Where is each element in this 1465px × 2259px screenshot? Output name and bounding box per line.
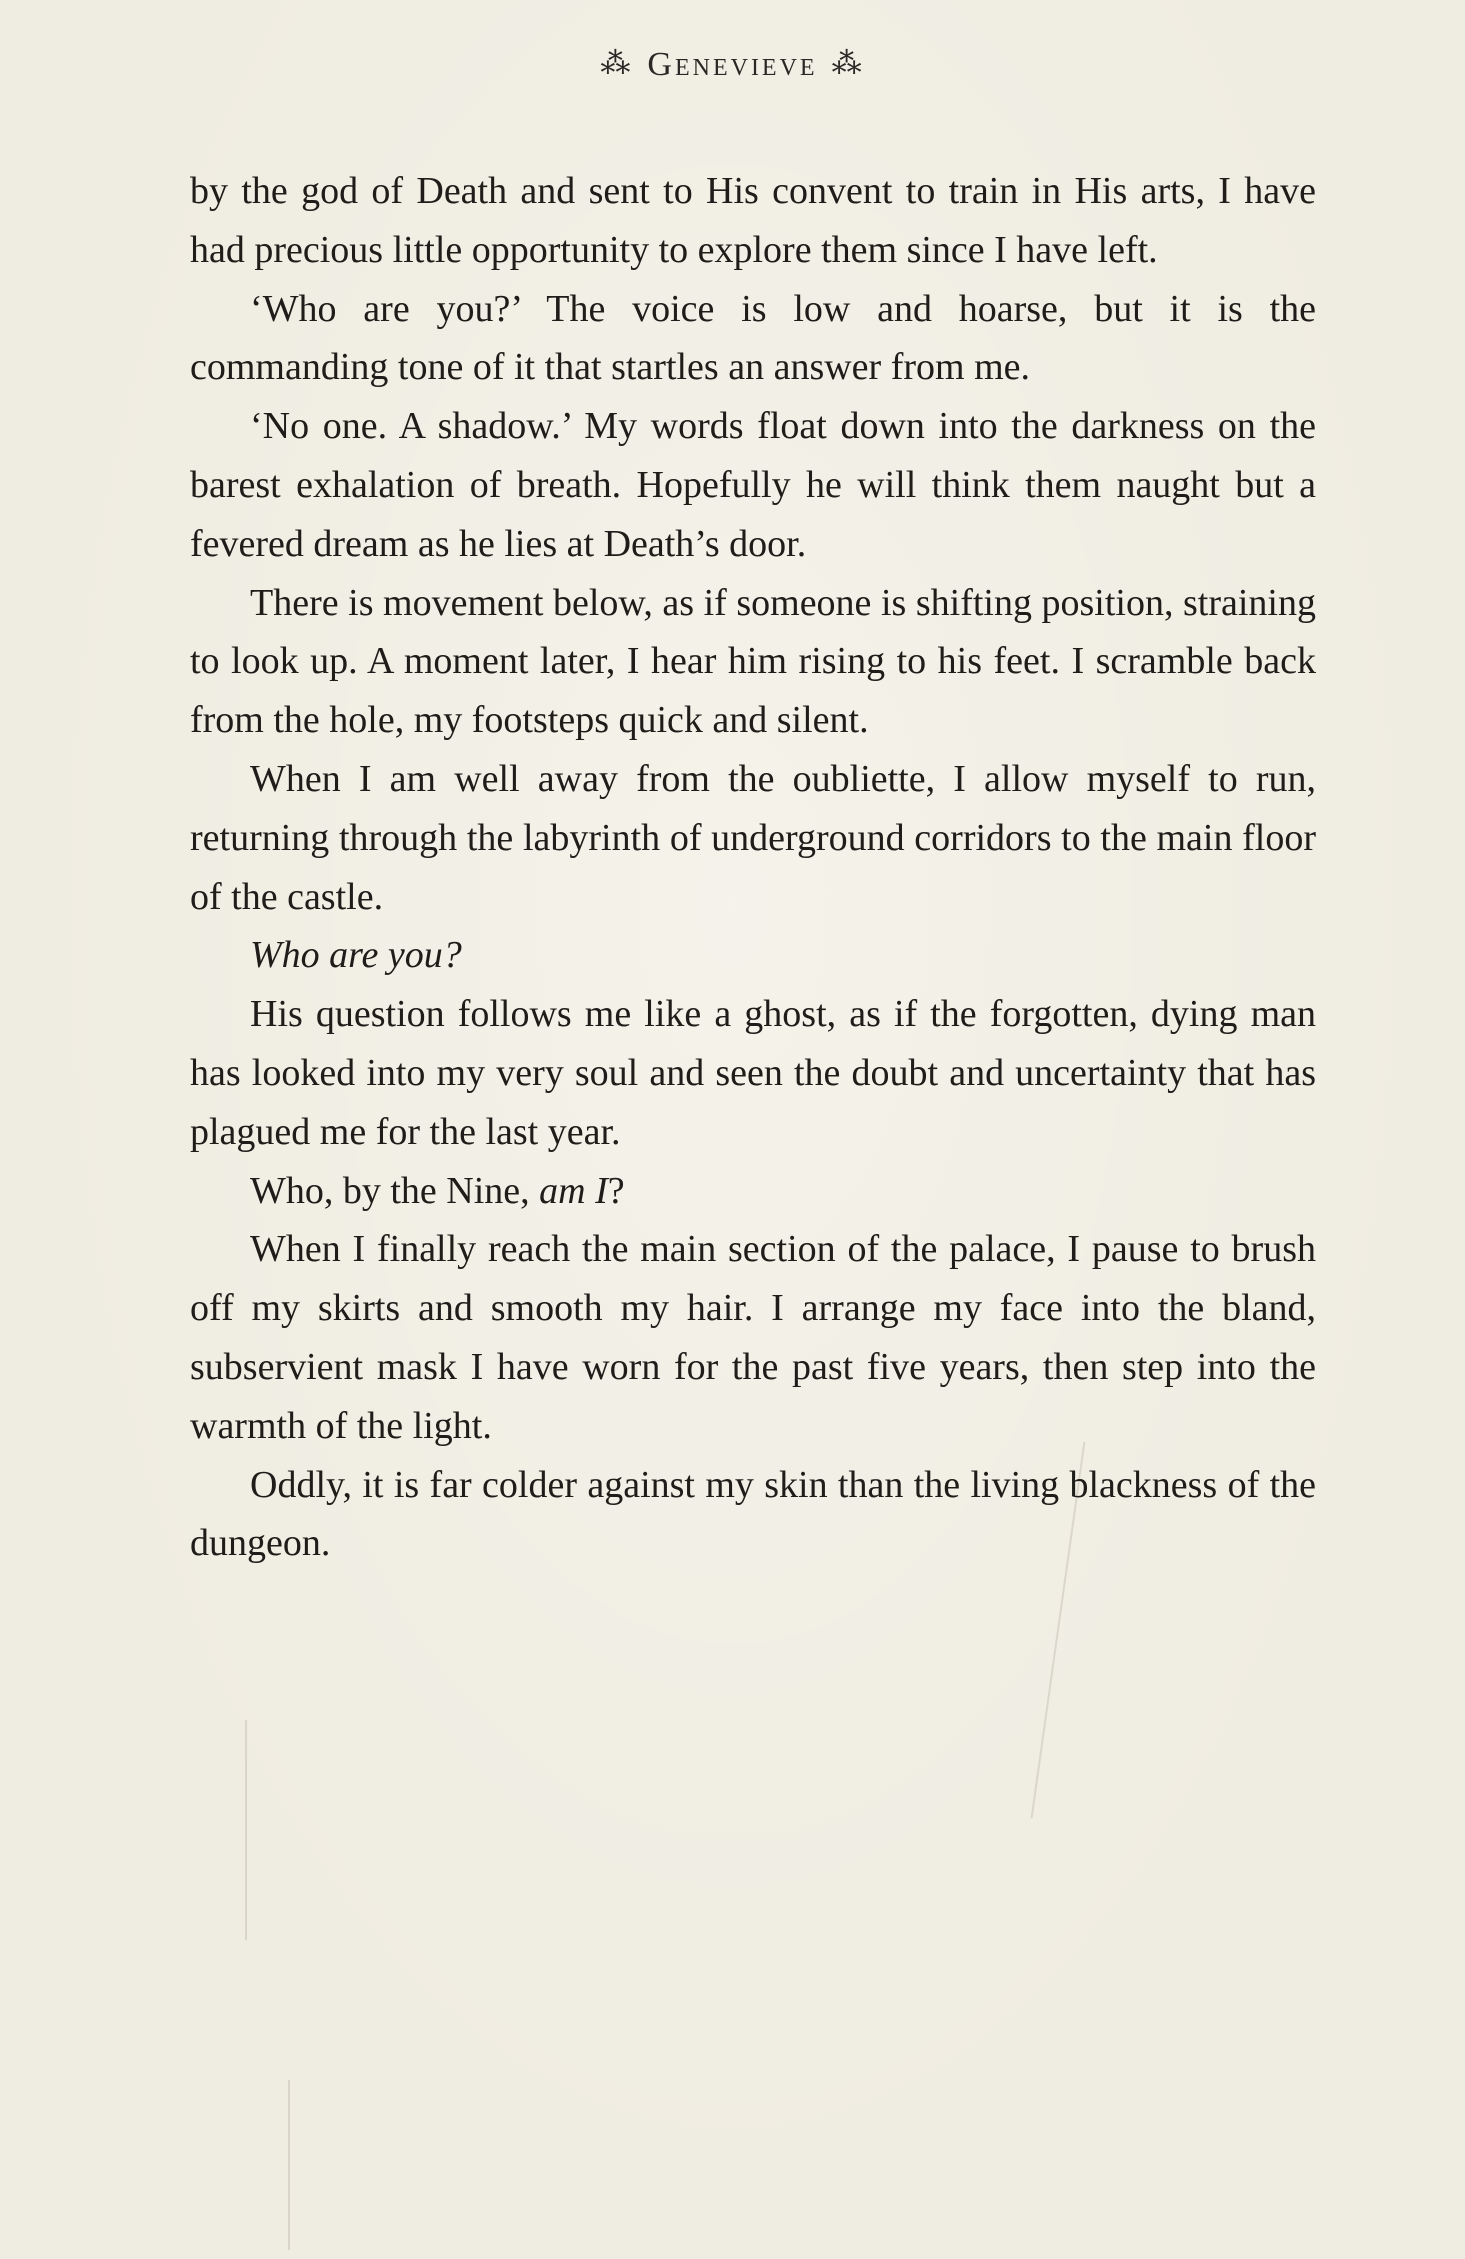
text-run: Who, by the Nine, bbox=[250, 1169, 540, 1212]
paragraph: When I am well away from the oubliette, I allow myself to run, returning through the labyrinth of underground corridors to the main floor of the castle. bbox=[190, 757, 1316, 918]
paragraph: When I finally reach the main section of the palace, I pause to brush off my skirts and smooth my hair. I arrange my face into the bland, subservient mask I have worn for the past five years, then step into the warmth of the light. bbox=[190, 1228, 1316, 1447]
ornament-icon: ⁂ bbox=[600, 47, 634, 80]
text-emphasis: am I bbox=[539, 1169, 608, 1212]
paragraph-italic: Who are you? bbox=[250, 934, 462, 977]
running-header bbox=[0, 46, 1465, 84]
paragraph: by the god of Death and sent to His convent to train in His arts, I have had precious little opportunity to explore them since I have left. bbox=[190, 170, 1316, 271]
paragraph: His question follows me like a ghost, as if the forgotten, dying man has looked into my very soul and seen the doubt and uncertainty that has plagued me for the last year. bbox=[190, 993, 1316, 1153]
text-run: ? bbox=[607, 1169, 625, 1212]
paragraph bbox=[190, 1162, 1316, 1221]
body-text bbox=[190, 162, 1316, 1573]
paragraph: Oddly, it is far colder against my skin than the living blackness of the dungeon. bbox=[190, 1463, 1316, 1565]
chapter-title: Genevieve bbox=[647, 46, 818, 83]
paragraph: ‘Who are you?’ The voice is low and hoarse, but it is the commanding tone of it that startles an answer from me. bbox=[190, 287, 1316, 389]
paragraph: ‘No one. A shadow.’ My words float down into the darkness on the barest exhalation of breath. Hopefully he will think them naught but a fevered dream as he lies at Death’s door. bbox=[190, 405, 1316, 565]
paragraph: There is movement below, as if someone is shifting position, straining to look up. A moment later, I hear him rising to his feet. I scramble back from the hole, my footsteps quick and silent. bbox=[190, 581, 1316, 742]
paper-crease bbox=[245, 1720, 247, 1940]
ornament-icon: ⁂ bbox=[831, 47, 865, 80]
paper-crease bbox=[288, 2080, 290, 2250]
